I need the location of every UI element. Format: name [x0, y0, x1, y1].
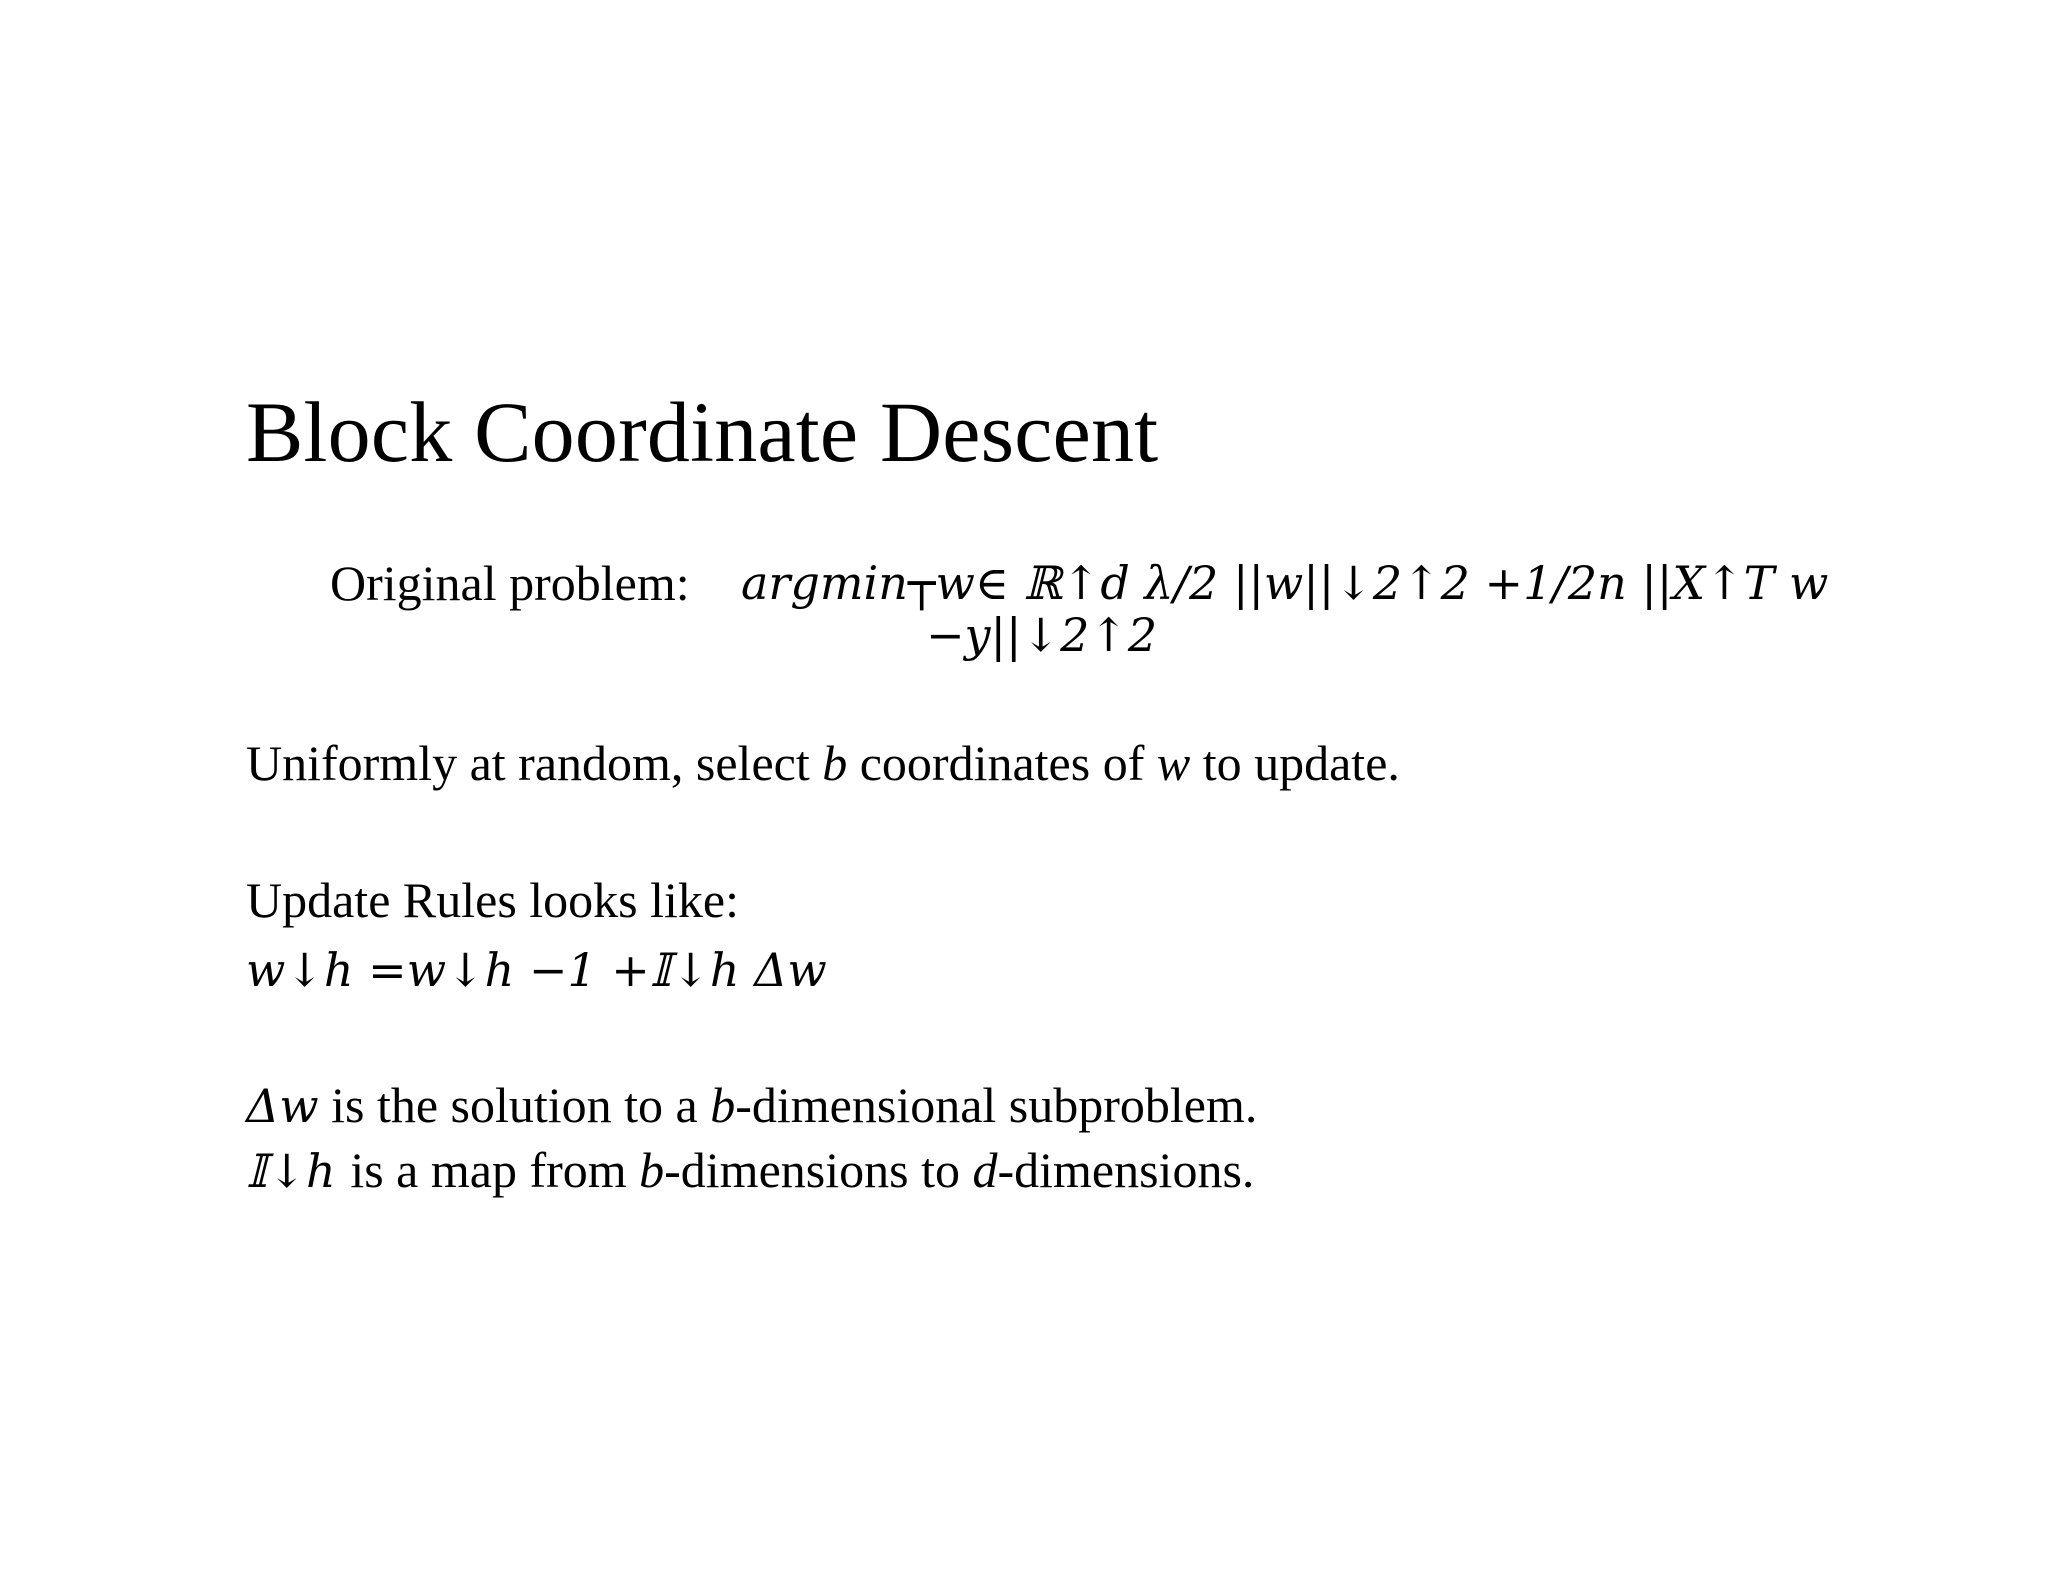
map-text-1: is a map from — [350, 1142, 640, 1198]
delta-text-1: is the solution to a — [318, 1077, 711, 1133]
objective-equation-line-2: −y||↓2↑2 — [926, 608, 1158, 662]
variable-b: b — [639, 1142, 665, 1198]
variable-d: d — [972, 1142, 998, 1198]
update-rule-equation: w↓h =w↓h −1 +𝕀↓h Δw — [246, 943, 827, 997]
variable-b: b — [710, 1077, 736, 1133]
selection-text-1: Uniformly at random, select — [246, 735, 823, 791]
variable-w: w — [1156, 735, 1191, 791]
delta-text-2: -dimensional subproblem. — [735, 1077, 1258, 1133]
variable-b: b — [822, 735, 848, 791]
delta-w-symbol: Δw — [246, 1079, 319, 1133]
delta-description — [246, 1075, 1257, 1136]
update-rules-heading: Update Rules looks like: — [246, 872, 739, 928]
map-description — [246, 1140, 1254, 1201]
slide-title: Block Coordinate Descent — [246, 384, 1159, 480]
selection-text-2: coordinates of — [847, 735, 1157, 791]
selection-statement — [246, 733, 1400, 793]
objective-equation-line-1: argmin┬w∈ ℝ↑d λ/2 ||w||↓2↑2 +1/2n ||X↑T w — [741, 556, 1829, 610]
map-text-2: -dimensions to — [664, 1142, 973, 1198]
problem-label: Original problem: — [330, 555, 690, 611]
selection-text-3: to update. — [1190, 735, 1400, 791]
map-text-3: -dimensions. — [997, 1142, 1255, 1198]
indicator-map-symbol: 𝕀↓h — [246, 1144, 351, 1198]
